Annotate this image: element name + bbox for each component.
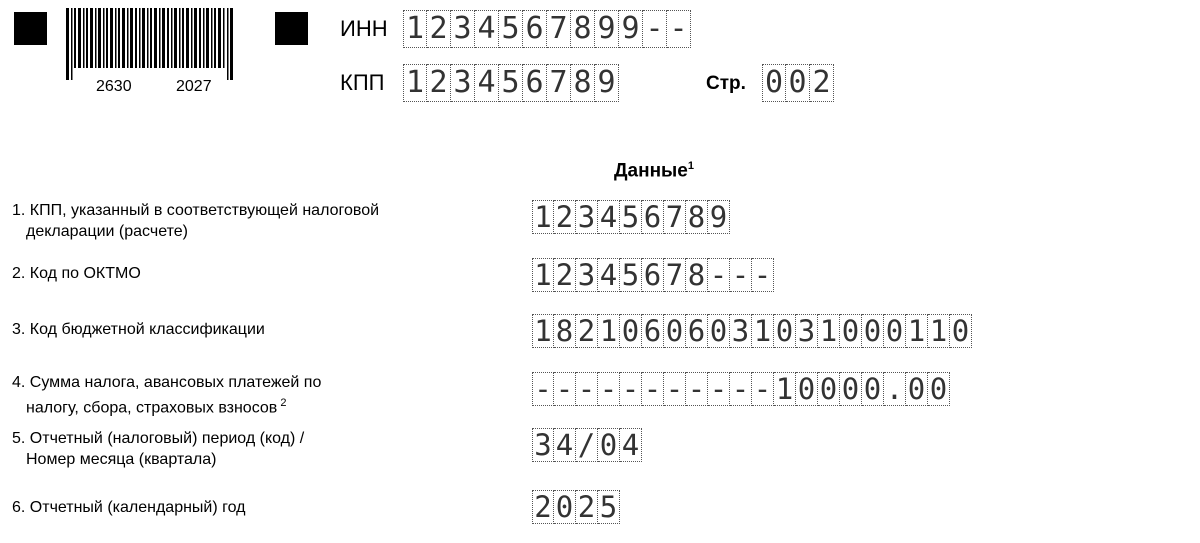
row-cell: 0 [774,314,796,348]
kpp-field[interactable] [403,64,619,102]
row-label-line: 6. Отчетный (календарный) год [12,499,246,516]
row-cell: 1 [532,314,554,348]
row-cell: - [708,258,730,292]
barcode-number-right: 2027 [176,78,212,95]
row-cell: - [730,372,752,406]
row-cell: 2 [554,200,576,234]
inn-cell: 6 [523,10,547,48]
row-cell: 2 [554,258,576,292]
row-label-line: 5. Отчетный (налоговый) период (код) / [12,430,305,447]
kpp-label: КПП [340,70,385,95]
footnote-marker: 2 [277,397,287,409]
inn-cell: 9 [595,10,619,48]
row-cell: 0 [884,314,906,348]
row-cell: . [884,372,906,406]
kpp-cell: 8 [571,64,595,102]
page-cell: 0 [762,64,786,102]
row-cell: 9 [708,200,730,234]
row-cell: / [576,428,598,462]
row-label-5 [12,428,304,470]
row-cell: 2 [576,490,598,524]
row-cell: 1 [818,314,840,348]
row-cell: 1 [928,314,950,348]
registration-mark-left [14,12,47,45]
inn-cell: 5 [499,10,523,48]
row-label-line: Номер месяца (квартала) [26,451,217,468]
row-cell: 3 [796,314,818,348]
inn-field[interactable] [403,10,691,48]
section-title: Данные$^1$ [614,160,694,182]
row-cell: 5 [620,258,642,292]
row-cell: 1 [598,314,620,348]
row-cell: 8 [686,200,708,234]
row-cell: 1 [906,314,928,348]
row-label-3 [12,319,265,340]
row-cell: 1 [774,372,796,406]
row-cell: - [664,372,686,406]
registration-mark-right [275,12,308,45]
row-label-line: 1. КПП, указанный в соответствующей налоговой [12,202,380,219]
row-cell: 4 [598,258,620,292]
row-cell: 0 [928,372,950,406]
barcode-number-left: 2630 [96,78,132,95]
row-cell: 4 [620,428,642,462]
row-label-line: 4. Сумма налога, авансовых платежей по [12,374,322,391]
row-field-6[interactable] [532,490,620,524]
row-cell: 2 [576,314,598,348]
inn-cell: 8 [571,10,595,48]
row-cell: - [576,372,598,406]
kpp-cell: 9 [595,64,619,102]
row-field-3[interactable] [532,314,972,348]
row-cell: 3 [730,314,752,348]
row-cell: 8 [554,314,576,348]
inn-cell: - [643,10,667,48]
row-label-6 [12,497,246,518]
row-cell: 7 [664,258,686,292]
row-field-5[interactable] [532,428,642,462]
row-cell: 0 [840,372,862,406]
inn-cell: 2 [427,10,451,48]
row-label-1 [12,200,379,242]
row-cell: 5 [620,200,642,234]
row-cell: - [708,372,730,406]
inn-cell: - [667,10,691,48]
row-field-4[interactable] [532,372,950,406]
row-cell: 2 [532,490,554,524]
row-cell: 0 [598,428,620,462]
row-label-line: 3. Код бюджетной классификации [12,321,265,338]
row-cell: 4 [554,428,576,462]
row-cell: 4 [598,200,620,234]
row-cell: 8 [686,258,708,292]
kpp-cell: 7 [547,64,571,102]
row-cell: 0 [620,314,642,348]
row-label-4 [12,372,321,418]
row-cell: 5 [598,490,620,524]
kpp-cell: 2 [427,64,451,102]
row-cell: 6 [642,200,664,234]
inn-cell: 9 [619,10,643,48]
row-cell: 6 [642,258,664,292]
row-cell: 0 [840,314,862,348]
row-label-line: декларации (расчете) [26,223,188,240]
inn-cell: 1 [403,10,427,48]
row-cell: 0 [862,314,884,348]
kpp-cell: 4 [475,64,499,102]
row-cell: - [730,258,752,292]
inn-cell: 7 [547,10,571,48]
page-cell: 0 [786,64,810,102]
row-cell: 1 [532,200,554,234]
row-cell: - [598,372,620,406]
row-cell: 0 [906,372,928,406]
row-cell: 3 [576,258,598,292]
kpp-cell: 6 [523,64,547,102]
row-cell: - [620,372,642,406]
row-label-line: налогу, сбора, страховых взносов $^2$ [26,397,287,417]
row-cell: 0 [862,372,884,406]
row-cell: 3 [532,428,554,462]
row-cell: - [752,258,774,292]
inn-cell: 3 [451,10,475,48]
row-cell: 0 [950,314,972,348]
barcode-icon [66,8,236,80]
row-cell: 6 [642,314,664,348]
row-field-2[interactable] [532,258,774,292]
row-cell: - [686,372,708,406]
row-cell: 0 [554,490,576,524]
row-label-line: 2. Код по ОКТМО [12,265,141,282]
row-cell: 7 [664,200,686,234]
row-cell: 0 [664,314,686,348]
row-field-1[interactable] [532,200,730,234]
row-cell: 0 [818,372,840,406]
page-cell: 2 [810,64,834,102]
kpp-cell: 1 [403,64,427,102]
row-cell: 1 [532,258,554,292]
page-number-field[interactable] [762,64,834,102]
row-cell: 1 [752,314,774,348]
row-cell: 0 [796,372,818,406]
row-cell: - [752,372,774,406]
row-cell: - [642,372,664,406]
row-cell: - [554,372,576,406]
inn-cell: 4 [475,10,499,48]
row-cell: 0 [708,314,730,348]
inn-label: ИНН [340,16,388,41]
row-label-2 [12,263,141,284]
page-label: Стр. [706,73,746,94]
row-cell: 6 [686,314,708,348]
kpp-cell: 3 [451,64,475,102]
row-cell: 3 [576,200,598,234]
kpp-cell: 5 [499,64,523,102]
row-cell: - [532,372,554,406]
